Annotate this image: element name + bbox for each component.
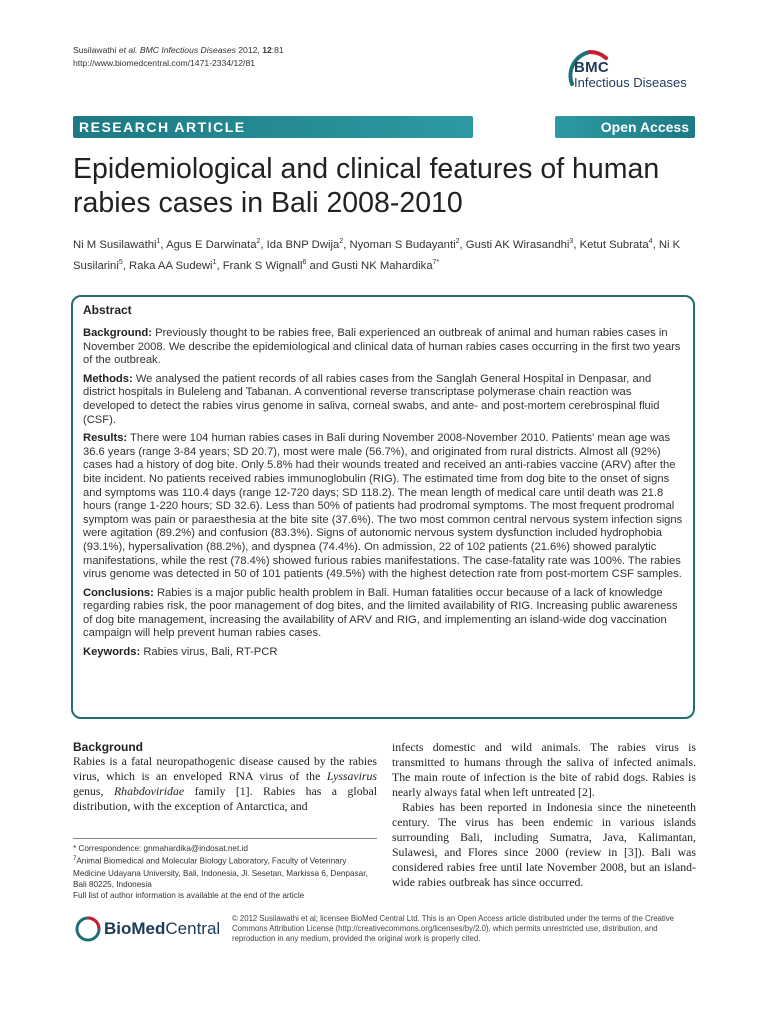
article-type-banner	[73, 116, 695, 138]
body-paragraph: Rabies is a fatal neuropathogenic disease caused by the rabies virus, which is an enveloped RNA virus of the Lyssavirus genus, Rhabdoviridae family [1]. Rabies has a global distribution, with the exception of Antarctica, and	[73, 754, 378, 813]
abstract-results: Results: There were 104 human rabies cases in Bali during November 2008-November 2010. Patients' mean age was 36.6 years (range 3-84 years; SD 20.7), most were male (56.7%), and originated from rural districts. Almost all (92%) cases had a history of dog bite. Only 5.8% had their wounds treated and received an anti-rabies vaccine (ARV) after the bite incident. No patients received rabies immunoglobulin (RIG). The estimated time from dog bite to the onset of signs and symptoms was 110.4 days (range 12-720 days; SD 118.2). The mean length of medical care until death was 21.8 hours (range 1-220 hours; SD 32.6). Less than 50% of patients had prodromal symptoms. The most frequent prodromal symptom was pain or paraesthesia at the bite site (37.6%). The two most common central nervous system infection signs were agitation (89.2%) and confusion (83.3%). Signs of autonomic nervous system dysfunction included hydrophobia (93.1%), hypersalivation (88.2%), and dyspnea (74.4%). On admission, 22 of 102 patients (21.6%) showed paralytic manifestations, while the rest (78.4%) showed furious rabies manifestations. The case-fatality rate was 100%. The rabies virus genome was detected in 50 of 101 patients (49.5%) with the highest detection rate from post-mortem CSF samples.	[83, 432, 683, 581]
citation-header	[73, 44, 284, 70]
logo-journal-name: Infectious Diseases	[574, 75, 687, 90]
citation-authors: Susilawathi	[73, 45, 117, 55]
citation-volume: 12	[262, 45, 272, 55]
abstract-conclusions: Conclusions: Rabies is a major public health problem in Bali. Human fatalities occur because of a lack of knowledge regarding rabies risk, the poor management of dog bites, and the limited availability of RIG. Increasing public awareness of dog bite management, increasing the availability of ARV and RIG, and implementing an island-wide dog vaccination campaign will help prevent human rabies cases.	[83, 586, 678, 640]
abstract-heading: Abstract	[83, 303, 132, 317]
abstract-background: Background: Previously thought to be rabies free, Bali experienced an outbreak of animal and human rabies cases in November 2008. We describe the epidemiological and clinical data of human rabies cases occurring in the first two years of the outbreak.	[83, 327, 681, 367]
abstract-methods: Methods: We analysed the patient records of all rabies cases from the Sanglah General Hospital in Denpasar, and district hospitals in Buleleng and Tabanan. A conventional reverse transcriptase polymerase chain reaction was developed to detect the rabies virus genome in saliva, corneal swabs, and ante- and post-mortem cerebrospinal fluid (CSF).	[83, 372, 660, 426]
body-paragraph: Rabies has been reported in Indonesia since the nineteenth century. The virus has been endemic in various islands surrounding Bali, including Sumatra, Java, Kalimantan, Sulawesi, and Flores since 2000 (review in [3]). Bali was considered rabies free until late November 2008, but an island-wide rabies outbreak has since occurred.	[392, 800, 696, 889]
license-text: © 2012 Susilawathi et al; licensee BioMed Central Ltd. This is an Open Access article distributed under the terms of the Creative Commons Attribution License (http://creativecommons.org/licenses/by/2.0), which permits unrestricted use, distribution, and reproduction in any medium, provided the original work is properly cited.	[232, 914, 675, 943]
article-title: Epidemiological and clinical features of human rabies cases in Bali 2008-2010	[73, 153, 660, 219]
footnote	[73, 838, 377, 902]
body-right-column	[392, 740, 696, 890]
body-left-column	[73, 740, 377, 814]
author-list: Ni M Susilawathi$^1$, Agus E Darwinata$^2$, Ida BNP Dwija$^2$, Nyoman S Budayanti$^2$, Gusti AK Wirasandhi$^3$, Ketut Subrata$^4$, Ni K Susilarini$^5$, Raka AA Sudewi$^1$, Frank S Wignall$^6$ and Gusti NK Mahardika$^{7*}$	[73, 238, 681, 272]
citation-year: 2012,	[238, 45, 260, 55]
citation-journal: BMC Infectious Diseases	[139, 45, 236, 55]
publisher-name: BioMedCentral	[104, 919, 221, 938]
citation-url[interactable]: http://www.biomedcentral.com/1471-2334/12/81	[73, 58, 256, 68]
abstract-box	[71, 295, 695, 719]
open-access-label: Open Access	[555, 116, 695, 138]
citation-page: :81	[271, 45, 284, 55]
full-author-info-note: Full list of author information is available at the end of the article	[73, 891, 305, 901]
research-article-label: RESEARCH ARTICLE	[73, 116, 473, 138]
abstract-keywords: Keywords: Rabies virus, Bali, RT-PCR	[83, 646, 278, 659]
affiliation: $^7$Animal Biomedical and Molecular Biology Laboratory, Faculty of Veterinary Medicine Udayana University, Bali, Indonesia, Jl. Sesetan, Markissa 6, Denpasar, Bali 80225, Indonesia	[73, 856, 368, 889]
section-heading-background: Background	[73, 740, 144, 754]
journal-logo-text	[574, 60, 687, 90]
logo-bmc: BMC	[574, 59, 610, 76]
body-paragraph: infects domestic and wild animals. The rabies virus is transmitted to humans through the saliva of infected animals. The main route of infection is the bite of rabid dogs. Rabies is nearly always fatal when left untreated [2].	[392, 740, 696, 799]
correspondence: * Correspondence: gnmahardika@indosat.net.id	[73, 844, 248, 853]
citation-etal: et al.	[118, 45, 138, 55]
citation-line	[73, 44, 284, 57]
